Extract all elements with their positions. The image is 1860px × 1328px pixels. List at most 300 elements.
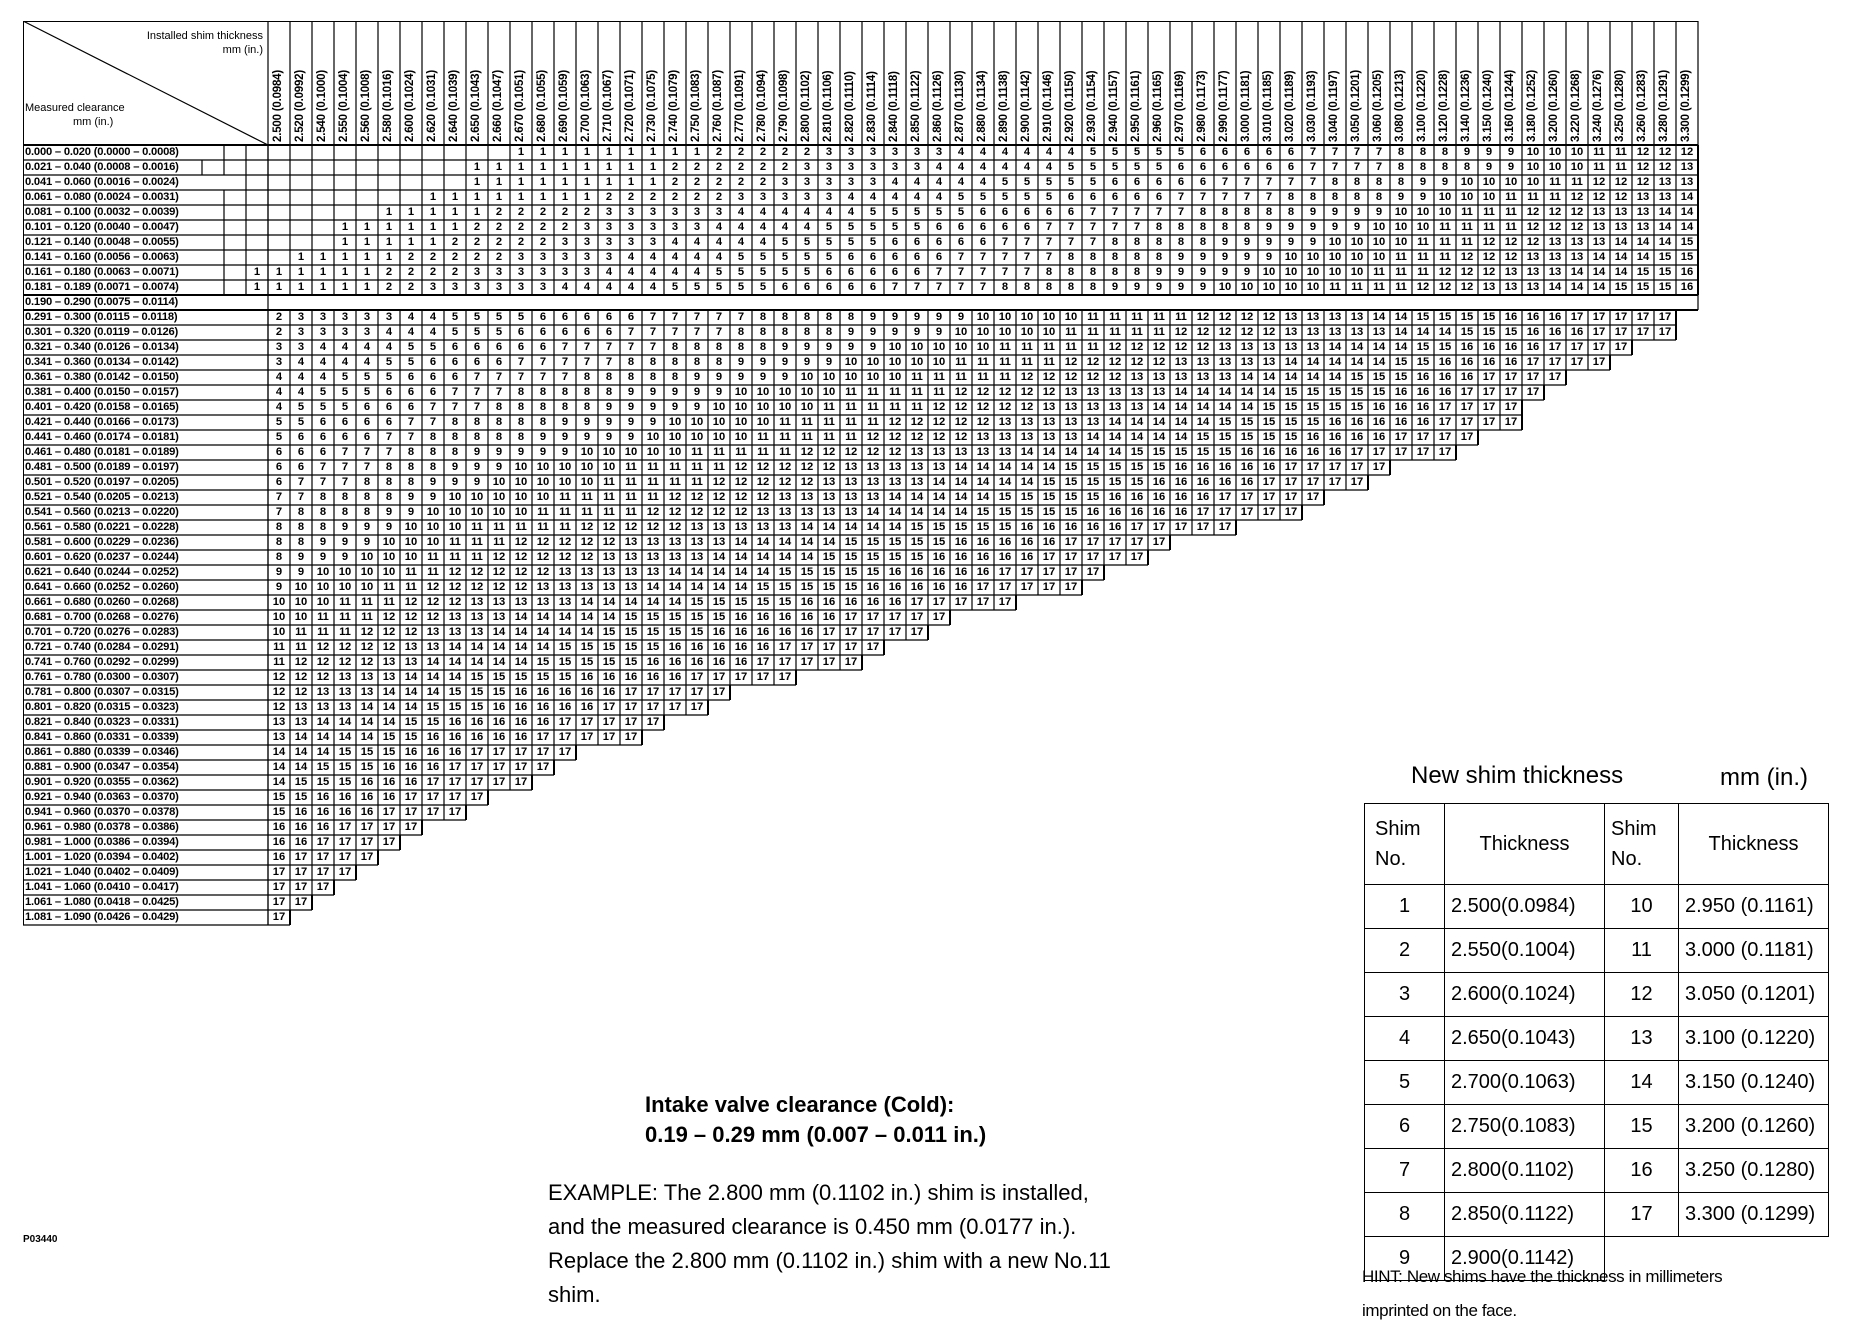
shim-number-cell: 12 xyxy=(844,446,858,458)
shim-number-cell: 10 xyxy=(470,506,484,518)
shim-number-cell: 5 xyxy=(781,251,789,263)
shim-number-cell: 10 xyxy=(470,491,484,503)
shim-number-cell: 12 xyxy=(272,671,286,683)
shim-number-cell: 11 xyxy=(559,506,571,518)
shim-number-cell: 17 xyxy=(1174,521,1188,533)
shim-number-cell: 16 xyxy=(536,701,550,713)
shim-number-cell: 5 xyxy=(1001,176,1009,188)
shim-number-cell: 10 xyxy=(272,611,286,623)
shim-number-cell: 13 xyxy=(338,686,352,698)
shim-number-cell: 17 xyxy=(1526,356,1540,368)
shim-number-cell: 12 xyxy=(998,386,1012,398)
shim-number-cell: 16 xyxy=(1306,431,1320,443)
shim-number-cell: 17 xyxy=(294,896,308,908)
shim-number-cell: 13 xyxy=(1130,401,1144,413)
shim-number-cell: 15 xyxy=(492,671,506,683)
measured-clearance-label: 0.481 – 0.500 (0.0189 – 0.0197) xyxy=(25,461,179,473)
shim-number-cell: 14 xyxy=(580,626,594,638)
shim-number-cell: 9 xyxy=(803,356,811,368)
shim-number-cell: 8 xyxy=(759,341,767,353)
shim-number-cell: 15 xyxy=(822,551,836,563)
shim-number-cell: 17 xyxy=(1570,311,1584,323)
shim-number-cell: 10 xyxy=(1262,266,1276,278)
shim-number-cell: 10 xyxy=(514,476,528,488)
shim-number-cell: 5 xyxy=(737,251,745,263)
measured-clearance-label: 0.861 – 0.880 (0.0339 – 0.0346) xyxy=(25,746,179,758)
installed-thickness-value: 2.560 (0.1008) xyxy=(360,69,372,142)
shim-number-cell: 7 xyxy=(1001,251,1009,263)
shim-number-cell: 12 xyxy=(1636,161,1650,173)
shim-number-cell: 7 xyxy=(1023,266,1031,278)
shim-number-cell: 15 xyxy=(272,806,286,818)
shim-number-cell: 15 xyxy=(448,686,462,698)
shim-number-cell: 5 xyxy=(1023,191,1031,203)
shim-number-cell: 5 xyxy=(297,401,305,413)
shim-number-cell: 15 xyxy=(1614,281,1628,293)
shim-number-cell: 15 xyxy=(316,776,330,788)
shim-number-cell: 6 xyxy=(517,341,525,353)
shim-number-cell: 15 xyxy=(1064,506,1078,518)
shim-number-cell: 13 xyxy=(1658,191,1672,203)
shim-number-cell: 11 xyxy=(449,551,461,563)
shim-number-cell: 13 xyxy=(536,596,550,608)
shim-number-cell: 8 xyxy=(825,311,833,323)
shim-number-cell: 15 xyxy=(492,686,506,698)
shim-number-cell: 17 xyxy=(976,596,990,608)
shim-number-cell: 13 xyxy=(382,671,396,683)
shim-number-cell: 12 xyxy=(910,416,924,428)
shim-number-cell: 6 xyxy=(275,446,283,458)
shim-number-cell: 3 xyxy=(671,206,679,218)
shim-number-cell: 6 xyxy=(583,326,591,338)
shim-number-cell: 16 xyxy=(294,836,308,848)
shim-number-cell: 15 xyxy=(1306,401,1320,413)
shim-number-cell: 12 xyxy=(734,491,748,503)
shim-number-cell: 15 xyxy=(866,536,880,548)
shim-number-cell: 8 xyxy=(1199,206,1207,218)
shim-number-cell: 15 xyxy=(514,671,528,683)
shim-number-cell: 6 xyxy=(363,416,371,428)
shim-number-cell: 15 xyxy=(844,566,858,578)
shim-number-cell: 14 xyxy=(1350,341,1364,353)
installed-thickness-header xyxy=(1302,21,1324,145)
shim-number-cell: 17 xyxy=(338,821,352,833)
shim-number-cell: 11 xyxy=(779,416,791,428)
installed-thickness-header xyxy=(1566,21,1588,145)
shim-number-cell: 11 xyxy=(1065,341,1077,353)
shim-number-cell: 6 xyxy=(297,431,305,443)
shim-number-cell: 14 xyxy=(756,536,770,548)
shim-number-cell: 14 xyxy=(1350,356,1364,368)
shim-number-cell: 14 xyxy=(1042,461,1056,473)
shim-number-cell: 10 xyxy=(646,431,660,443)
shim-number-cell: 15 xyxy=(338,761,352,773)
shim-number-cell: 7 xyxy=(671,326,679,338)
shim-number-cell: 11 xyxy=(1021,341,1033,353)
shim-number-cell: 6 xyxy=(1265,161,1273,173)
shim-number-cell: 15 xyxy=(1680,251,1694,263)
shim-number-cell: 14 xyxy=(558,611,572,623)
shim-table-row xyxy=(1365,973,1829,1017)
shim-number-cell: 8 xyxy=(297,536,305,548)
shim-number-cell: 9 xyxy=(407,491,415,503)
shim-number-cell: 12 xyxy=(426,596,440,608)
example-line-1: EXAMPLE: The 2.800 mm (0.1102 in.) shim is installed, xyxy=(548,1180,1089,1205)
shim-number-cell: 16 xyxy=(778,611,792,623)
installed-thickness-value: 3.030 (0.1193) xyxy=(1306,70,1318,142)
shim-number-cell: 1 xyxy=(363,236,371,248)
shim-number-cell: 7 xyxy=(1111,206,1119,218)
shim-number-cell: 14 xyxy=(1240,371,1254,383)
shim-number-cell: 8 xyxy=(429,446,437,458)
shim-number-cell: 16 xyxy=(602,671,616,683)
shim-number-cell: 15 xyxy=(1086,491,1100,503)
shim-number-cell: 2 xyxy=(759,146,767,158)
shim-number-cell: 14 xyxy=(338,731,352,743)
shim-number-cell: 10 xyxy=(1020,311,1034,323)
shim-number-cell: 9 xyxy=(319,536,327,548)
shim-number-cell: 10 xyxy=(404,521,418,533)
shim-number-cell: 17 xyxy=(646,686,660,698)
hint-line-1: HINT: New shims have the thickness in millimeters xyxy=(1362,1267,1723,1286)
shim-number-cell: 14 xyxy=(316,716,330,728)
shim-number-cell: 13 xyxy=(316,686,330,698)
shim-number-cell: 1 xyxy=(297,251,305,263)
shim-number-cell: 16 xyxy=(1174,506,1188,518)
installed-thickness-value: 2.910 (0.1146) xyxy=(1042,70,1054,142)
shim-number-cell: 17 xyxy=(514,776,528,788)
measured-clearance-label: 0.801 – 0.820 (0.0315 – 0.0323) xyxy=(25,701,179,713)
shim-number-cell: 8 xyxy=(539,416,547,428)
shim-number-cell: 16 xyxy=(910,581,924,593)
shim-number-cell: 16 xyxy=(1196,476,1210,488)
measured-label-line1: Measured clearance xyxy=(25,102,125,114)
shim-number-cell: 3 xyxy=(605,221,613,233)
shim-number-cell: 17 xyxy=(316,866,330,878)
shim-no-header-left xyxy=(1365,804,1445,885)
shim-number-cell: 15 xyxy=(1350,371,1364,383)
shim-number-cell: 14 xyxy=(1196,386,1210,398)
shim-number-cell: 12 xyxy=(954,401,968,413)
shim-number-cell: 15 xyxy=(382,746,396,758)
installed-thickness-header xyxy=(950,21,972,145)
shim-number-cell: 4 xyxy=(363,341,371,353)
shim-number-cell: 11 xyxy=(339,626,351,638)
shim-number-cell: 1 xyxy=(693,146,701,158)
shim-number-cell: 12 xyxy=(734,461,748,473)
shim-number-cell: 12 xyxy=(712,491,726,503)
shim-number-cell: 17 xyxy=(404,791,418,803)
installed-thickness-value: 2.990 (0.1177) xyxy=(1218,70,1230,142)
shim-number-cell: 8 xyxy=(561,386,569,398)
shim-number-cell: 13 xyxy=(1526,251,1540,263)
shim-number-cell: 13 xyxy=(712,521,726,533)
shim-number-cell: 15 xyxy=(602,656,616,668)
shim-number-cell: 10 xyxy=(514,491,528,503)
shim-number-cell: 10 xyxy=(668,431,682,443)
shim-number-cell: 4 xyxy=(1045,161,1053,173)
shim-number-cell: 9 xyxy=(1221,251,1229,263)
shim-number-cell: 8 xyxy=(1111,266,1119,278)
shim-number-cell: 14 xyxy=(360,701,374,713)
measured-clearance-label: 0.601 – 0.620 (0.0237 – 0.0244) xyxy=(25,551,179,563)
shim-number-cell: 16 xyxy=(426,731,440,743)
shim-number-cell: 7 xyxy=(913,281,921,293)
shim-number-cell: 13 xyxy=(1130,371,1144,383)
shim-number-cell: 5 xyxy=(693,281,701,293)
shim-number-cell: 15 xyxy=(1482,311,1496,323)
shim-number-cell: 8 xyxy=(693,356,701,368)
shim-number-cell: 3 xyxy=(825,161,833,173)
shim-number-cell: 3 xyxy=(869,176,877,188)
installed-thickness-header xyxy=(1456,21,1478,145)
shim-number-cell: 4 xyxy=(297,371,305,383)
shim-number-cell: 9 xyxy=(1155,281,1163,293)
shim-number-cell: 13 xyxy=(1614,221,1628,233)
shim-number-cell: 9 xyxy=(1177,266,1185,278)
shim-number-cell: 4 xyxy=(913,191,921,203)
shim-number-cell: 3 xyxy=(319,311,327,323)
shim-number-cell: 10 xyxy=(316,581,330,593)
shim-number-cell: 10 xyxy=(800,401,814,413)
shim-number-cell: 2 xyxy=(429,266,437,278)
shim-number-cell: 7 xyxy=(539,371,547,383)
shim-number-cell: 13 xyxy=(1020,416,1034,428)
shim-number-cell: 10 xyxy=(272,596,286,608)
installed-thickness-value: 3.180 (0.1252) xyxy=(1526,69,1538,142)
shim-number-cell: 5 xyxy=(715,281,723,293)
shim-number-cell: 15 xyxy=(1064,491,1078,503)
shim-number-cell: 6 xyxy=(583,311,591,323)
shim-number-cell: 12 xyxy=(448,581,462,593)
shim-number-cell: 10 xyxy=(888,356,902,368)
shim-thickness: 2.900(0.1142) xyxy=(1445,1237,1605,1281)
shim-number-cell: 10 xyxy=(668,416,682,428)
shim-number-cell: 17 xyxy=(470,746,484,758)
shim-number-cell: 12 xyxy=(514,581,528,593)
shim-number-cell: 3 xyxy=(891,146,899,158)
shim-number-cell: 16 xyxy=(470,716,484,728)
shim-number-cell: 1 xyxy=(451,191,459,203)
shim-number-cell: 3 xyxy=(539,281,547,293)
shim-number-cell: 16 xyxy=(272,836,286,848)
shim-number-cell: 9 xyxy=(891,326,899,338)
shim-number-cell: 13 xyxy=(580,581,594,593)
shim-number-cell: 3 xyxy=(913,146,921,158)
shim-number-cell: 17 xyxy=(272,896,286,908)
shim-number-cell: 2 xyxy=(473,251,481,263)
installed-thickness-header xyxy=(1280,21,1302,145)
shim-number-cell: 12 xyxy=(470,566,484,578)
shim-number-cell: 17 xyxy=(426,791,440,803)
shim-number: 11 xyxy=(1605,929,1679,973)
shim-number-cell: 5 xyxy=(1045,176,1053,188)
shim-number-cell: 17 xyxy=(1262,476,1276,488)
shim-number-cell: 12 xyxy=(580,551,594,563)
shim-number-cell: 15 xyxy=(470,701,484,713)
shim-number-cell: 17 xyxy=(1482,416,1496,428)
shim-number-cell: 7 xyxy=(1375,161,1383,173)
shim-number-cell: 17 xyxy=(294,851,308,863)
shim-number-cell: 14 xyxy=(976,491,990,503)
installed-thickness-value: 2.920 (0.1150) xyxy=(1064,70,1076,142)
shim-number-cell: 1 xyxy=(627,176,635,188)
shim-number-cell: 11 xyxy=(1571,176,1583,188)
shim-number-cell: 9 xyxy=(363,536,371,548)
installed-thickness-value: 2.900 (0.1142) xyxy=(1020,70,1032,142)
shim-number-cell: 6 xyxy=(319,431,327,443)
shim-number-cell: 12 xyxy=(1548,221,1562,233)
shim-number-cell: 16 xyxy=(1548,311,1562,323)
installed-thickness-value: 3.010 (0.1185) xyxy=(1262,70,1274,142)
shim-number-cell: 2 xyxy=(429,251,437,263)
shim-number-cell: 5 xyxy=(715,266,723,278)
shim-number-cell: 3 xyxy=(847,161,855,173)
shim-number-cell: 4 xyxy=(715,236,723,248)
shim-number-cell: 13 xyxy=(1504,266,1518,278)
shim-number-cell: 9 xyxy=(957,311,965,323)
shim-number-cell: 3 xyxy=(561,251,569,263)
shim-number-cell: 10 xyxy=(976,326,990,338)
shim-number-cell: 7 xyxy=(363,446,371,458)
shim-number-cell: 10 xyxy=(778,401,792,413)
shim-number-cell: 10 xyxy=(1526,161,1540,173)
shim-number-cell: 14 xyxy=(1416,326,1430,338)
shim-number-cell: 15 xyxy=(734,596,748,608)
shim-number-cell: 10 xyxy=(514,461,528,473)
shim-number-cell: 13 xyxy=(404,656,418,668)
shim-number-cell: 13 xyxy=(1130,386,1144,398)
shim-number-cell: 17 xyxy=(602,731,616,743)
shim-number-cell: 16 xyxy=(426,746,440,758)
shim-thickness: 3.250 (0.1280) xyxy=(1679,1149,1829,1193)
shim-number-cell: 12 xyxy=(536,551,550,563)
shim-number-cell: 7 xyxy=(649,341,657,353)
shim-number-cell: 16 xyxy=(514,686,528,698)
installed-thickness-header xyxy=(972,21,994,145)
measured-clearance-label: 0.981 – 1.000 (0.0386 – 0.0394) xyxy=(25,836,179,848)
shim-number-cell: 14 xyxy=(1086,431,1100,443)
thickness-header-left: Thickness xyxy=(1445,804,1605,885)
shim-number-cell: 9 xyxy=(1507,146,1515,158)
shim-number-cell: 16 xyxy=(338,791,352,803)
shim-number-cell: 4 xyxy=(341,341,349,353)
installed-thickness-value: 3.260 (0.1283) xyxy=(1636,69,1648,142)
shim-number-cell: 2 xyxy=(583,206,591,218)
shim-number-cell: 9 xyxy=(693,386,701,398)
shim-number-cell: 6 xyxy=(1243,146,1251,158)
shim-number-cell: 17 xyxy=(1460,416,1474,428)
shim-number-cell: 17 xyxy=(1614,326,1628,338)
shim-number-cell: 8 xyxy=(671,356,679,368)
shim-number-cell: 15 xyxy=(756,581,770,593)
shim-number-cell: 12 xyxy=(756,491,770,503)
shim-number-cell: 9 xyxy=(1265,236,1273,248)
shim-number-cell: 3 xyxy=(869,146,877,158)
installed-thickness-value: 2.880 (0.1134) xyxy=(976,70,988,142)
shim-number-cell: 7 xyxy=(1045,251,1053,263)
shim-number-cell: 16 xyxy=(954,566,968,578)
shim-number-cell: 9 xyxy=(1243,236,1251,248)
shim-table-row xyxy=(1365,1193,1829,1237)
shim-number-cell: 4 xyxy=(649,281,657,293)
shim-number-cell: 9 xyxy=(407,506,415,518)
shim-number-cell: 14 xyxy=(1680,191,1694,203)
shim-number-cell: 4 xyxy=(935,191,943,203)
shim-number-cell: 12 xyxy=(1130,356,1144,368)
shim-number-cell: 2 xyxy=(759,161,767,173)
shim-number-cell: 17 xyxy=(1504,401,1518,413)
shim-number-cell: 7 xyxy=(1089,206,1097,218)
shim-number-cell: 10 xyxy=(1372,221,1386,233)
shim-number-cell: 7 xyxy=(1045,221,1053,233)
shim-number-cell: 12 xyxy=(382,611,396,623)
installed-thickness-value: 2.800 (0.1102) xyxy=(800,70,812,142)
shim-number-cell: 17 xyxy=(756,656,770,668)
shim-number-cell: 12 xyxy=(1504,251,1518,263)
shim-number-cell: 15 xyxy=(1284,386,1298,398)
shim-number-cell: 16 xyxy=(668,671,682,683)
shim-number-cell: 12 xyxy=(1526,236,1540,248)
shim-number-cell: 9 xyxy=(1111,281,1119,293)
shim-number-cell: 9 xyxy=(297,566,305,578)
shim-number-cell: 16 xyxy=(646,656,660,668)
shim-number-cell: 14 xyxy=(1394,326,1408,338)
shim-number-cell: 15 xyxy=(932,521,946,533)
shim-number-cell: 14 xyxy=(382,701,396,713)
measured-clearance-label: 0.041 – 0.060 (0.0016 – 0.0024) xyxy=(25,176,179,188)
shim-number-cell: 13 xyxy=(1240,341,1254,353)
shim-number-cell: 10 xyxy=(910,356,924,368)
shim-number-cell: 13 xyxy=(1614,206,1628,218)
shim-number-cell: 4 xyxy=(737,221,745,233)
shim-number-cell: 2 xyxy=(495,221,503,233)
shim-number-cell: 4 xyxy=(803,206,811,218)
shim-number-cell: 9 xyxy=(583,431,591,443)
shim-number-cell: 6 xyxy=(1089,191,1097,203)
shim-number-cell: 4 xyxy=(1045,146,1053,158)
shim-number-cell: 1 xyxy=(539,176,547,188)
shim-number-cell: 12 xyxy=(602,521,616,533)
shim-number-cell: 17 xyxy=(668,686,682,698)
shim-number-cell: 10 xyxy=(492,491,506,503)
example-line-3: Replace the 2.800 mm (0.1102 in.) shim with a new No.11 xyxy=(548,1248,1111,1273)
shim-number-cell: 11 xyxy=(317,626,329,638)
shim-number-cell: 13 xyxy=(624,551,638,563)
shim-number-cell: 6 xyxy=(1133,191,1141,203)
shim-number-cell: 3 xyxy=(693,206,701,218)
shim-number-cell: 10 xyxy=(602,446,616,458)
shim-number: 13 xyxy=(1605,1017,1679,1061)
shim-number-cell: 14 xyxy=(1130,431,1144,443)
shim-number-cell: 12 xyxy=(954,386,968,398)
shim-number-cell: 8 xyxy=(825,326,833,338)
shim-number-cell: 16 xyxy=(756,626,770,638)
shim-number-cell: 10 xyxy=(1306,251,1320,263)
shim-number-cell: 14 xyxy=(1328,356,1342,368)
shim-number-cell: 9 xyxy=(605,401,613,413)
shim-number-cell: 4 xyxy=(583,281,591,293)
shim-number-cell: 1 xyxy=(275,266,283,278)
shim-number-cell: 17 xyxy=(1416,446,1430,458)
shim-number-cell: 2 xyxy=(385,281,393,293)
shim-number-cell: 15 xyxy=(624,656,638,668)
shim-number-cell: 5 xyxy=(1133,161,1141,173)
shim-number-cell: 17 xyxy=(1394,446,1408,458)
shim-number-cell: 7 xyxy=(1265,191,1273,203)
shim-number-cell: 14 xyxy=(734,551,748,563)
shim-number-cell: 11 xyxy=(801,431,813,443)
